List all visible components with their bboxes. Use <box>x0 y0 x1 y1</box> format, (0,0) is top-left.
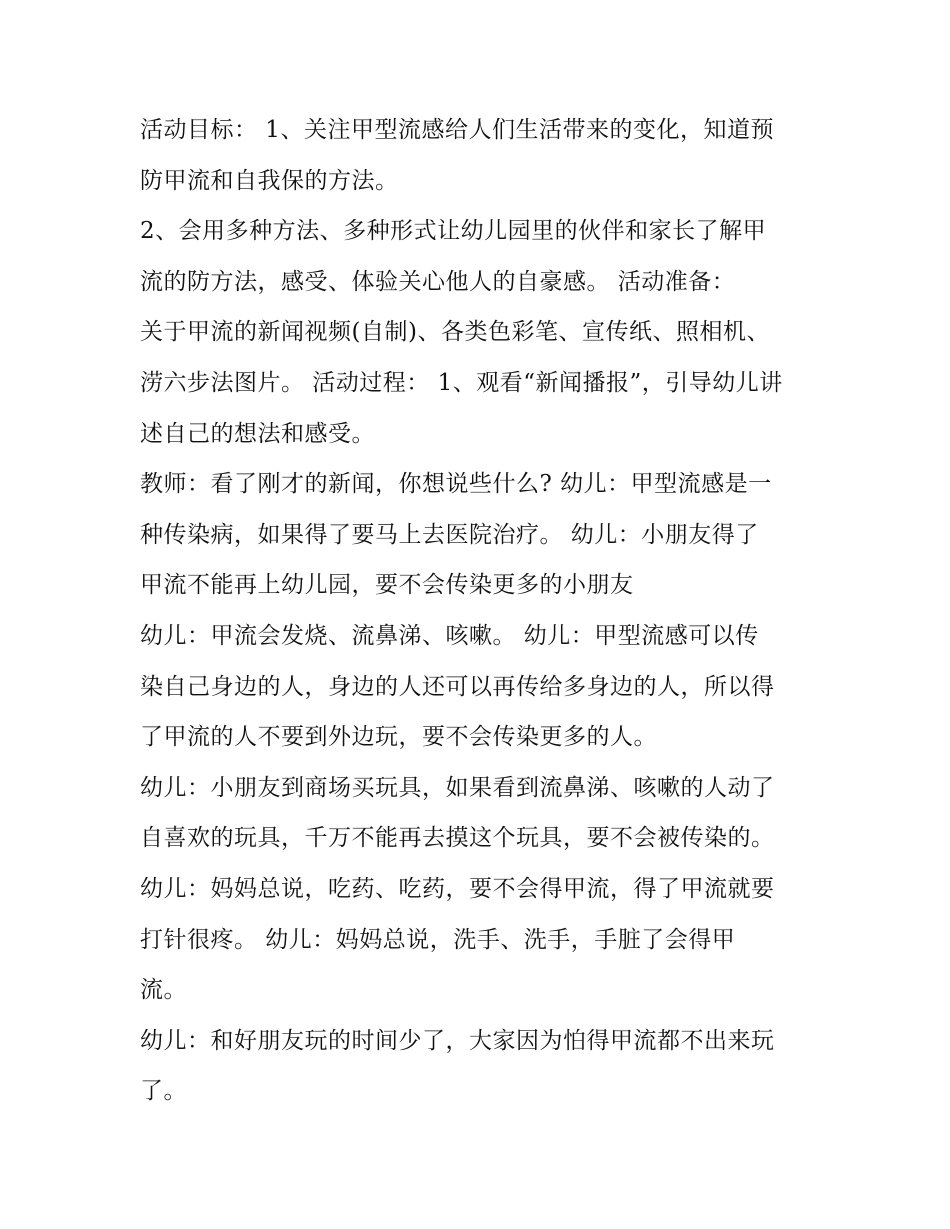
text-line: 教师：看了刚才的新闻，你想说些什么? 幼儿：甲型流感是一 <box>140 471 772 498</box>
text-line: 打针很疼。 幼儿：妈妈总说，洗手、洗手，手脏了会得甲 <box>140 926 736 953</box>
text-line: 幼儿：小朋友到商场买玩具，如果看到流鼻涕、咳嗽的人动了 <box>140 774 775 801</box>
text-line: 述自己的想法和感受。 <box>140 420 375 447</box>
text-line: 防甲流和自我保的方法。 <box>140 167 399 194</box>
text-line: 活动目标： 1、关注甲型流感给人们生活带来的变化，知道预 <box>140 117 774 143</box>
text-line: 2、会用多种方法、多种形式让幼儿园里的伙伴和家长了解甲 <box>140 218 767 245</box>
text-line: 种传染病，如果得了要马上去医院治疗。 幼儿：小朋友得了 <box>140 521 759 548</box>
text-line: 幼儿：和好朋友玩的时间少了，大家因为怕得甲流都不出来玩 <box>140 1027 775 1054</box>
text-line: 幼儿：甲流会发烧、流鼻涕、咳嗽。 幼儿：甲型流感可以传 <box>140 622 759 649</box>
text-line: 涝六步法图片。 活动过程： 1、观看“新闻播报”，引导幼儿讲 <box>140 369 783 396</box>
text-line: 了。 <box>140 1078 187 1105</box>
text-line: 了甲流的人不要到外边玩，要不会传染更多的人。 <box>140 724 657 751</box>
text-line: 幼儿：妈妈总说，吃药、吃药，要不会得甲流，得了甲流就要 <box>140 875 775 902</box>
text-line: 流。 <box>140 977 187 1004</box>
document-body <box>140 105 830 1117</box>
text-line: 自喜欢的玩具，千万不能再去摸这个玩具，要不会被传染的。 <box>140 825 775 852</box>
text-line: 甲流不能再上幼儿园，要不会传染更多的小朋友 <box>140 572 634 599</box>
text-line: 关于甲流的新闻视频(自制)、各类色彩笔、宣传纸、照相机、 <box>140 319 770 346</box>
text-line: 染自己身边的人，身边的人还可以再传给多身边的人，所以得 <box>140 673 775 700</box>
text-line: 流的防方法，感受、体验关心他人的自豪感。 活动准备： <box>140 268 736 295</box>
